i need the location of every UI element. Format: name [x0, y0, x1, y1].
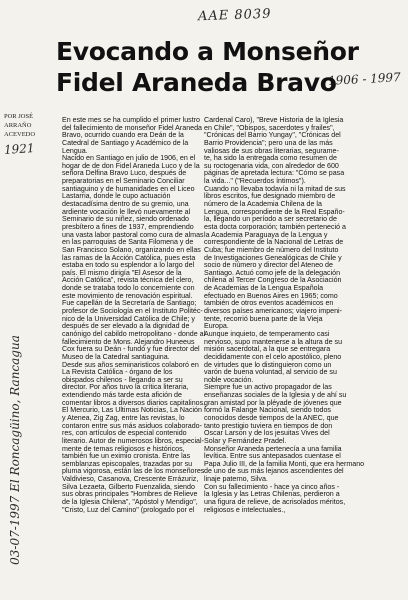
byline-line: ARRAÑO — [4, 122, 32, 129]
text-line: señora Delfina Bravo Luco, después de — [62, 169, 187, 178]
text-line: Lastarria, donde le cupo actuación — [62, 192, 171, 201]
text-line: del fallecimiento de monseñor Fidel Araneda — [62, 123, 202, 132]
year-annotation: 1921 — [3, 140, 35, 158]
article-byline — [4, 112, 48, 139]
text-line: canónigo del cabildo metropolitano - donde al — [62, 329, 206, 338]
text-line: Lengua, correspondiente de la Real Españo- — [204, 207, 345, 216]
byline-line: ACEVEDO — [4, 131, 36, 138]
archive-code-annotation: AAE 8039 — [197, 6, 272, 25]
text-line: nervioso, supo mantenerse a la altura de su — [204, 337, 343, 346]
text-line: religiosos e intelectuales., — [204, 505, 286, 514]
text-line: pluma vigorosa, están las de los monseñores — [62, 467, 205, 476]
text-line: literario. Autor de numerosos libros, especial- — [62, 436, 204, 445]
text-line: Papa Julio III, de la familia Monti, que era hermano — [204, 459, 365, 468]
text-line: en las parroquias de Santa Filomena y de — [62, 238, 194, 247]
text-line: Cardenal Caro), "Breve Historia de la Iglesia — [204, 116, 344, 124]
text-line: La Revista Católica - órgano de los — [62, 368, 173, 377]
text-line: de uno de sus más lejanos ascendientes del — [204, 467, 344, 476]
source-date-annotation — [2, 300, 28, 600]
text-line: de la Iglesia Chilena", "Apóstol y Mendigo", — [62, 498, 198, 507]
text-line: efectuado en Buenos Aires en 1965; como — [204, 291, 338, 300]
text-line: diversos países americanos; viajero impeni- — [204, 307, 342, 316]
text-line: valiosas de sus obras literarias, segurame- — [204, 146, 339, 155]
text-line: res, con artículos de especial contenido — [62, 429, 187, 438]
text-line: sus obras principales "Hombres de Relieve — [62, 490, 198, 499]
text-line: de Academias de la Lengua Española — [204, 284, 324, 293]
text-line: Acción Católica", revista técnica del clero, — [62, 276, 194, 285]
text-line: te, ha sido la entregada como resumen de — [204, 154, 337, 163]
text-line: en Chile", "Obispos, sacerdotes y frailes", — [204, 123, 335, 132]
article-column-right — [204, 116, 365, 514]
text-line: la vida..." ("Recuerdos íntimos"). — [204, 177, 306, 186]
text-line: páginas de apretada lectura: "Cómo se pasa — [204, 169, 345, 178]
text-line: presbítero a fines de 1937, emprendiendo — [62, 222, 194, 231]
text-line: linaje paterno, Silva. — [204, 475, 268, 484]
article-headline — [56, 36, 368, 98]
text-line: El Mercurio, Las Ultimas Noticias, La Nación — [62, 406, 202, 415]
text-line: su roctogenaria vida, con alrededor de 600 — [204, 161, 339, 170]
text-line: nico de la Universidad Católica de Chile; y — [62, 314, 195, 323]
text-line: chilena al Tercer Congreso de la Asociación — [204, 276, 342, 285]
text-line: Museo de la Catedral santiaguina. — [62, 352, 170, 361]
text-line: estaba en todo su esplendor a lo largo del — [62, 261, 195, 270]
text-line: Lengua. — [62, 146, 88, 155]
text-line: conocidos desde tiempos de la ANEC, que — [204, 413, 339, 422]
text-line: Monseñor Araneda pertenecía a una familia — [204, 444, 342, 453]
text-line: Cox fuera su Deán - fundó y fue director del — [62, 345, 200, 354]
headline-line: Fidel Araneda Bravo — [56, 68, 337, 97]
text-line: comentar libros a diversos diarios capitalinos. — [62, 398, 206, 407]
years-annotation: 1906 - 1997 — [327, 70, 402, 88]
text-line: Nacido en Santiago en julio de 1906, en el — [62, 154, 196, 163]
text-line: una vasta labor pastoral como cura de almas — [62, 230, 204, 239]
text-line: formó la Falange Nacional, siendo todos — [204, 406, 331, 415]
text-line: tanto prestigio tuviera en tiempos de don — [204, 421, 333, 430]
byline-line: POR JOSÉ — [4, 113, 34, 120]
text-line: Cuando no llevaba todavía ni la mitad de sus — [204, 184, 346, 193]
text-line: Valdivieso, Casanova, Crescente Errázuriz, — [62, 475, 199, 484]
text-line: gran amistad por la pléyade de jóvenes que — [204, 398, 342, 407]
text-line: Cuba; fue miembro de número del Instituto — [204, 245, 339, 254]
headline-line: Evocando a Monseñor — [56, 37, 359, 66]
text-line: hogar de de don Fidel Araneda Luco y de la — [62, 161, 200, 170]
text-line: Silva Lezaeta, Gilberto Fuenzalida, siendo — [62, 482, 195, 491]
text-line: Siempre fue un activo propagador de las — [204, 383, 332, 392]
text-line: misión sacerdotal, a la que se entregara — [204, 345, 331, 354]
text-line: también fue un eximio cronista. Entre las — [62, 452, 191, 461]
text-line: profesor de Sociología en el Instituto Politéc- — [62, 307, 203, 316]
text-line: preparatorias en el Seminario Conciliar — [62, 177, 185, 186]
text-line: este movimiento de renovación espiritual. — [62, 291, 193, 300]
text-line: ardiente vocación le llevó nuevamente al — [62, 207, 191, 216]
text-line: enseñanzas sociales de la Iglesia y de ahí su — [204, 391, 347, 400]
text-line: Catedral de Santiago y Académico de la — [62, 138, 189, 147]
text-line: semblanzas episcopales, trazadas por su — [62, 459, 193, 468]
text-line: correspondiente de la Nacional de Letras de — [204, 238, 344, 247]
article-column-left — [62, 116, 206, 514]
text-line: la, llegando un período a ser secretario de — [204, 215, 337, 224]
text-line: extendiendo más tarde esta afición de — [62, 391, 182, 400]
text-line: fallecimiento de Mons. Alejandro Huneeus — [62, 337, 195, 346]
text-line: mente de temas religiosos e históricos, — [62, 444, 185, 453]
text-line: destacadísima dentro de su gremio, una — [62, 200, 189, 209]
text-line: noble vocación. — [204, 375, 254, 384]
text-line: Seminario de su niñez, siendo ordenado — [62, 215, 189, 224]
text-line: "Cristo, Luz del Camino" (prologado por el — [62, 505, 195, 514]
text-line: En este mes se ha cumplido el primer lustro — [62, 116, 200, 124]
text-line: Desde sus años seminaristicos colaboró en — [62, 360, 199, 369]
text-line: también de otros eventos académicos en — [204, 299, 334, 308]
source-date-text: 03-07-1997 El Roncagüino, Rancagua — [8, 335, 22, 565]
text-line: después de ser elevado a la dignidad de — [62, 322, 190, 331]
text-line: de Investigaciones Genealógicas de Chile y — [204, 253, 342, 262]
text-line: Barrio Providencia"; pero una de las más — [204, 138, 333, 147]
text-line: Bravo, ocurrido cuando era Deán de la — [62, 131, 184, 140]
text-line: tente, recorrió buena parte de la Vieja — [204, 314, 323, 323]
text-line: libros escritos, fue designado miembro de — [204, 192, 336, 201]
text-line: Aunque inquieto, de temperamento casi — [204, 329, 330, 338]
text-line: Santiago. Actuó como jefe de la delegación — [204, 268, 341, 277]
text-line: donde se trataba todo lo concerniente con — [62, 284, 195, 293]
text-line: Con su fallecimiento - hace ya cinco años - — [204, 482, 340, 491]
text-line: una figura de relieve, de acrisolados méritos, — [204, 498, 346, 507]
text-line: director. Por años tuvo la crítica literaria, — [62, 383, 189, 392]
text-line: la Iglesia y las Letras Chilenas, perdieron a — [204, 490, 340, 499]
text-line: "Crónicas del Barrio Yungay", "Crónicas del — [204, 131, 341, 140]
text-line: contaron entre sus más asiduos colaborado- — [62, 421, 202, 430]
text-line: esta docta corporación; también perteneció a — [204, 222, 346, 231]
text-line: Europa. — [204, 322, 229, 331]
text-line: de virtudes que lo distinguieron como un — [204, 360, 332, 369]
text-line: las ramas de la Acción Católica, pues esta — [62, 253, 196, 262]
text-line: Fue capellán de la Secretaría de Santiago; — [62, 299, 197, 308]
text-line: San Francisco Solano, organizando en ellas — [62, 245, 201, 254]
text-line: decididamente con el celo apostólico, pleno — [204, 352, 342, 361]
text-line: y Atenea, Zig Zag, entre las revistas, lo — [62, 413, 185, 422]
text-line: obispados chilenos - llegando a ser su — [62, 375, 183, 384]
text-line: santiaguino y de humanidades en el Liceo — [62, 184, 195, 193]
text-line: levítica. Entre sus antepasados cuentase el — [204, 452, 341, 461]
text-line: número de la Academia Chilena de la — [204, 200, 322, 209]
text-line: país. El mismo dirigía "El Asesor de la — [62, 268, 182, 277]
text-line: varón de buena voluntad, al servicio de su — [204, 368, 337, 377]
text-line: socio de número y director del Ateneo de — [204, 261, 333, 270]
text-line: Solar y Fernández Pradel. — [204, 436, 287, 445]
text-line: la Academia Paraguaya de la Lengua y — [204, 230, 328, 239]
text-line: Oscar Larson y de los jesuitas Vives del — [204, 429, 330, 438]
